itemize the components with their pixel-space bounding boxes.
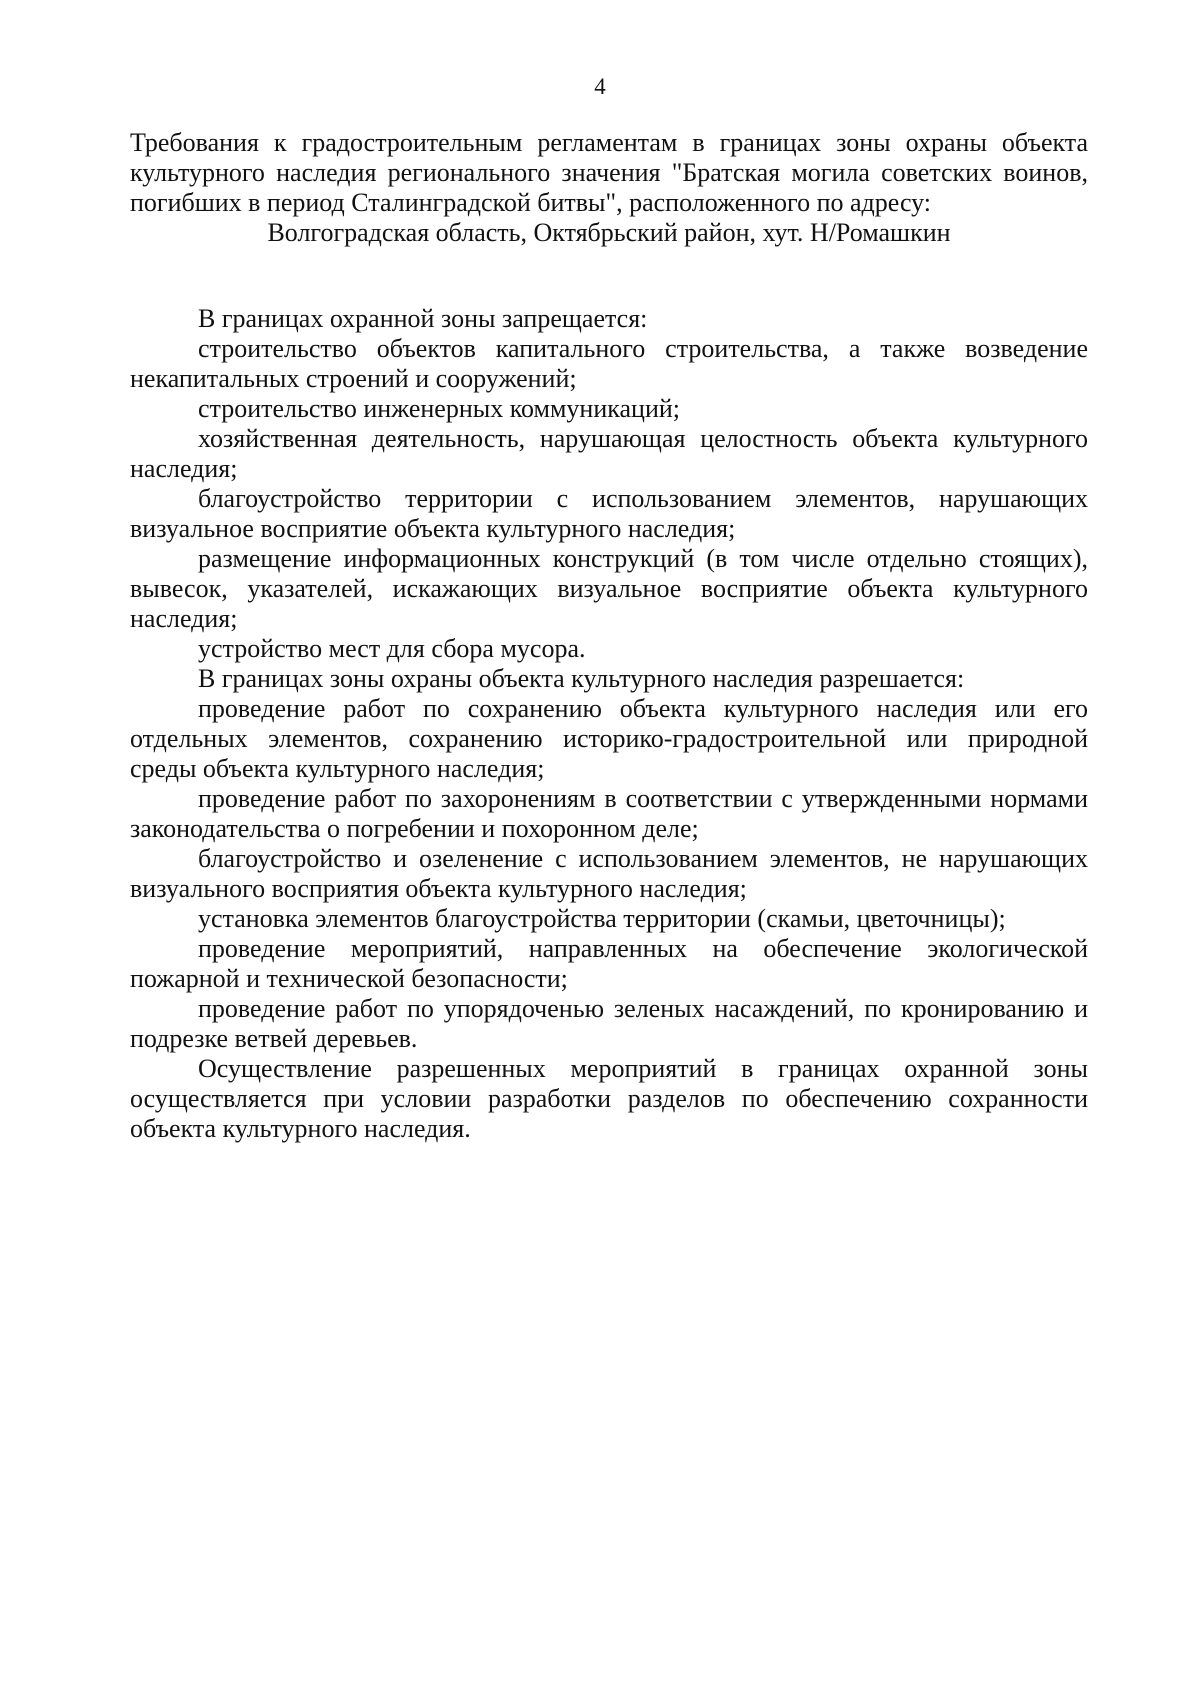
document-body — [130, 128, 1088, 1144]
paragraph-permitted-burials: проведение работ по захоронениям в соответствии с утвержденными нормами законодательства о погребении и похоронном деле; — [130, 784, 1088, 843]
paragraph-prohibited-intro: В границах охранной зоны запрещается: — [198, 304, 648, 333]
paragraph-prohibited-engineering: строительство инженерных коммуникаций; — [198, 394, 680, 423]
paragraph-prohibited-economic-activity: хозяйственная деятельность, нарушающая целостность объекта культурного наследия; — [130, 424, 1088, 483]
page-number: 4 — [594, 74, 606, 99]
paragraph-permitted-preservation: проведение работ по сохранению объекта культурного наследия или его отдельных элементов, сохранению историко-градостроительной или природной среды объекта культурного наследия; — [130, 694, 1088, 783]
document-heading-address: Волгоградская область, Октябрьский район, хут. Н/Ромашкин — [267, 218, 951, 247]
paragraph-prohibited-signage: размещение информационных конструкций (в том числе отдельно стоящих), вывесок, указателей, искажающих визуальное восприятие объекта культурного наследия; — [130, 544, 1088, 633]
paragraph-permitted-intro: В границах зоны охраны объекта культурного наследия разрешается: — [198, 664, 965, 693]
paragraph-conditions: Осуществление разрешенных мероприятий в границах охранной зоны осуществляется при условии разработки разделов по обеспечению сохранности объекта культурного наследия. — [130, 1054, 1088, 1143]
paragraph-prohibited-capital-construction: строительство объектов капитального строительства, а также возведение некапитальных строений и сооружений; — [130, 334, 1088, 393]
paragraph-permitted-safety: проведение мероприятий, направленных на обеспечение экологической пожарной и технической безопасности; — [130, 934, 1088, 993]
paragraph-prohibited-landscaping: благоустройство территории с использованием элементов, нарушающих визуальное восприятие объекта культурного наследия; — [130, 484, 1088, 543]
paragraph-permitted-greening: благоустройство и озеленение с использованием элементов, не нарушающих визуального восприятия объекта культурного наследия; — [130, 844, 1088, 903]
paragraph-permitted-trees: проведение работ по упорядоченью зеленых насаждений, по кронированию и подрезке ветвей деревьев. — [130, 994, 1088, 1053]
document-heading: Требования к градостроительным регламентам в границах зоны охраны объекта культурного наследия регионального значения "Братская могила советских воинов, погибших в период Сталинградской битвы", расположенного по адресу: — [130, 128, 1088, 217]
heading-spacer — [130, 248, 1088, 304]
paragraph-permitted-benches: установка элементов благоустройства территории (скамьи, цветочницы); — [198, 904, 1006, 933]
paragraph-prohibited-garbage: устройство мест для сбора мусора. — [198, 634, 586, 663]
